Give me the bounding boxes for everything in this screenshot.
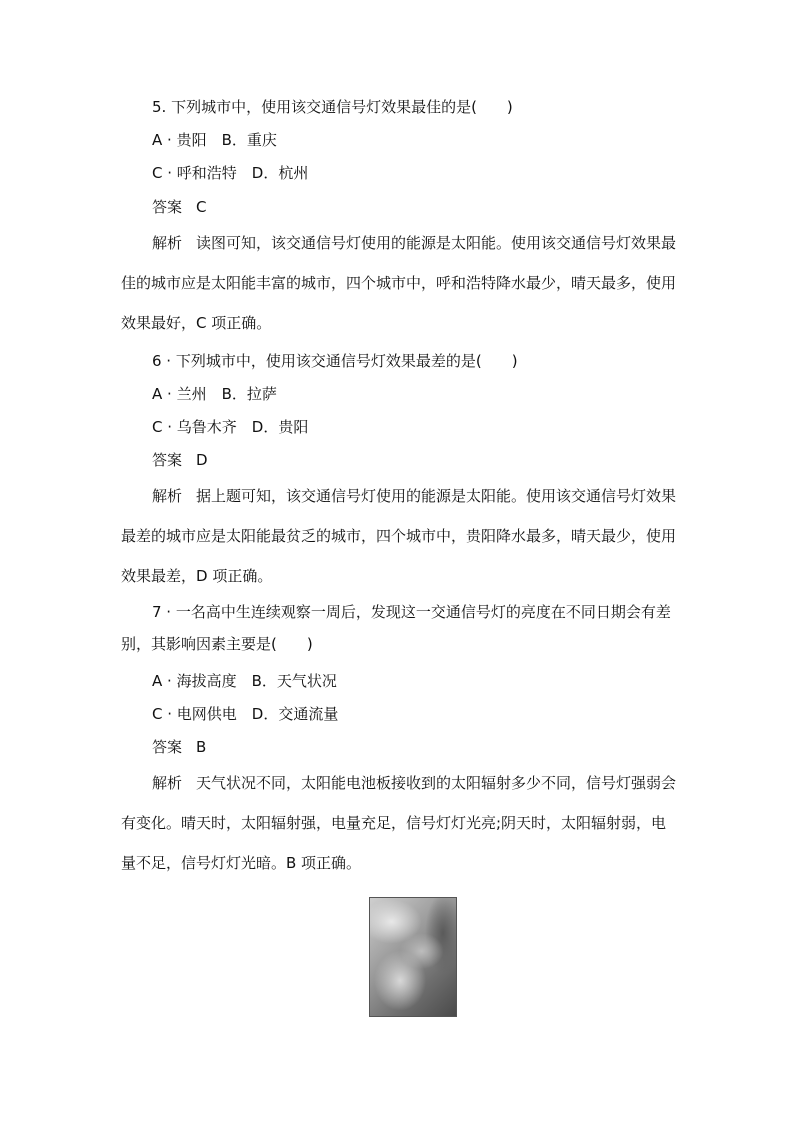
question-7-answer: [152, 737, 206, 757]
satellite-image: [369, 897, 457, 1017]
analysis-label: 解析: [152, 774, 183, 792]
question-5-answer: [152, 197, 207, 217]
answer-value: C: [196, 198, 207, 216]
question-6-options-cd: C · 乌鲁木齐 D．贵阳: [152, 418, 309, 436]
question-7-stem-text: 7 · 一名高中生连续观察一周后，发现这一交通信号灯的亮度在不同日期会有差别，其影响因素主要是( ): [121, 603, 671, 653]
answer-value: B: [196, 738, 207, 756]
analysis-text: 读图可知，该交通信号灯使用的能源是太阳能。使用该交通信号灯效果最佳的城市应是太阳能丰富的城市，四个城市中，呼和浩特降水最少，晴天最多，使用效果最好，C 项正确。: [121, 234, 677, 332]
answer-label: 答案: [152, 198, 183, 216]
analysis-text: 据上题可知，该交通信号灯使用的能源是太阳能。使用该交通信号灯效果最差的城市应是太阳能最贫乏的城市，四个城市中，贵阳降水最多，晴天最少，使用效果最差，D 项正确。: [121, 487, 677, 585]
question-5-stem: 5. 下列城市中，使用该交通信号灯效果最佳的是( ): [152, 98, 513, 116]
question-7-options-cd: C · 电网供电 D．交通流量: [152, 705, 339, 723]
analysis-label: 解析: [152, 487, 183, 505]
question-6-options-ab: A · 兰州 B．拉萨: [152, 385, 277, 403]
question-6-answer: [152, 450, 208, 470]
question-7-options-ab: A · 海拔高度 B．天气状况: [152, 672, 337, 690]
answer-label: 答案: [152, 451, 183, 469]
question-6-stem: 6 · 下列城市中，使用该交通信号灯效果最差的是( ): [152, 352, 518, 370]
analysis-label: 解析: [152, 234, 183, 252]
question-7-stem: [121, 596, 681, 660]
question-6-analysis: [121, 476, 681, 596]
analysis-text: 天气状况不同，太阳能电池板接收到的太阳辐射多少不同，信号灯强弱会有变化。晴天时，太阳辐射强，电量充足，信号灯灯光亮;阴天时，太阳辐射弱，电量不足，信号灯灯光暗。B 项正确。: [121, 774, 677, 872]
answer-label: 答案: [152, 738, 183, 756]
question-5-options-cd: C · 呼和浩特 D．杭州: [152, 164, 309, 182]
question-5-options-ab: A · 贵阳 B．重庆: [152, 131, 277, 149]
question-7-analysis: [121, 763, 681, 883]
question-5-analysis: [121, 223, 681, 343]
answer-value: D: [196, 451, 208, 469]
